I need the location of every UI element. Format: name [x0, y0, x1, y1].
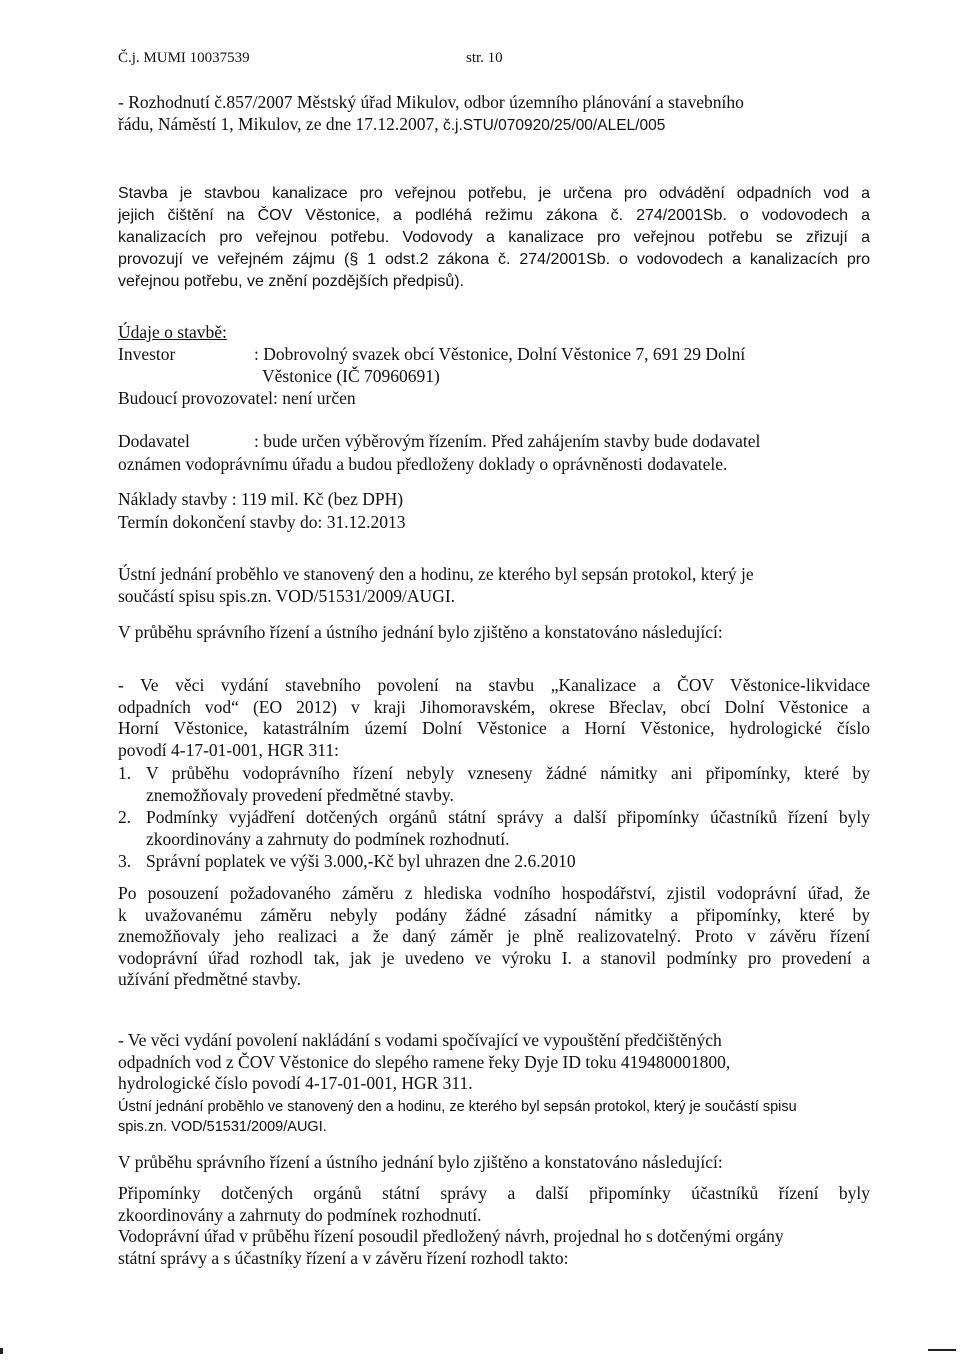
decision-reference-cj: č.j.STU/070920/25/00/ALEL/005 [443, 116, 666, 134]
paragraph-line: jejich čištění na ČOV Věstonice, a podléhá režimu zákona č. 274/2001Sb. o vodovodech a [118, 207, 870, 224]
investor-value: : Dobrovolný svazek obcí Věstonice, Dolní Věstonice 7, 691 29 Dolní [254, 344, 746, 364]
paragraph-line: veřejnou potřebu, ve znění pozdějších předpisů). [118, 273, 464, 290]
building-permit-paragraph [118, 675, 870, 761]
paragraph-line: - Ve věci vydání povolení nakládání s vodami spočívající ve vypouštění předčištěných [118, 1030, 722, 1050]
dodavatel-line: oznámen vodoprávnímu úřadu a budou předloženy doklady o oprávněnosti dodavatele. [118, 454, 728, 474]
authority-paragraph [118, 1226, 870, 1269]
assessment-paragraph [118, 883, 870, 991]
paragraph-line: k uvažovanému záměru nebyly podány žádné zásadní námitky a připomínky, které by [118, 904, 870, 925]
hearing-paragraph-2 [118, 1097, 870, 1137]
comments-paragraph [118, 1183, 870, 1226]
decision-reference-text: řádu, Náměstí 1, Mikulov, ze dne 17.12.2007, [118, 113, 443, 134]
water-permit-paragraph [118, 1030, 870, 1095]
list-text: Podmínky vyjádření dotčených orgánů státní správy a další připomínky účastníků řízení byly zkoordinovány a zahrnuty do podmínek rozhodnutí. [146, 807, 870, 849]
paragraph-line: Po posouzení požadovaného záměru z hlediska vodního hospodářství, zjistil vodoprávní úřad, že [118, 883, 870, 903]
paragraph-line: Stavba je stavbou kanalizace pro veřejnou potřebu, je určena pro odvádění odpadních vod a [118, 185, 870, 202]
paragraph-line: spis.zn. VOD/51531/2009/AUGI. [118, 1119, 327, 1135]
paragraph-line: - Ve věci vydání stavebního povolení na stavbu „Kanalizace a ČOV Věstonice-likvidace [118, 675, 870, 695]
findings-list [118, 763, 870, 874]
decision-reference-line: - Rozhodnutí č.857/2007 Městský úřad Mikulov, odbor územního plánování a stavebního [118, 92, 744, 112]
paragraph-line: státní správy a s účastníky řízení a v závěru řízení rozhodl takto: [118, 1247, 569, 1268]
paragraph-line: Vodoprávní úřad v průběhu řízení posoudil předložený návrh, projednal ho s dotčenými orgány [118, 1226, 784, 1246]
list-number: 1. [118, 763, 132, 783]
list-item [118, 807, 870, 850]
paragraph-line: odpadních vod z ČOV Věstonice do slepého ramene řeky Dyje ID toku 419480001800, [118, 1051, 731, 1072]
findings-intro: V průběhu správního řízení a ústního jednání bylo zjištěno a konstatováno následující: [118, 622, 723, 642]
decision-reference [118, 92, 870, 136]
investor-value: Věstonice (IČ 70960691) [262, 366, 440, 386]
scan-artifact [928, 1349, 956, 1351]
findings-intro-2: V průběhu správního řízení a ústního jednání bylo zjištěno a konstatováno následující: [118, 1152, 723, 1172]
section-heading: Údaje o stavbě: [118, 322, 227, 342]
list-number: 2. [118, 807, 132, 827]
stavba-paragraph [118, 183, 870, 293]
list-item [118, 851, 870, 873]
paragraph-line: povodí 4-17-01-001, HGR 311: [118, 739, 340, 760]
paragraph-line: zkoordinovány a zahrnuty do podmínek rozhodnutí. [118, 1204, 482, 1225]
hearing-paragraph [118, 564, 870, 607]
paragraph-line: Připomínky dotčených orgánů státní správy a další připomínky účastníků řízení byly [118, 1183, 870, 1203]
investor-label: Investor [118, 344, 176, 364]
list-text: V průběhu vodoprávního řízení nebyly vzneseny žádné námitky ani připomínky, které by znemožňovaly provedení předmětné stavby. [146, 763, 870, 805]
paragraph-line: Horní Věstonice, katastrálním území Dolní Věstonice a Horní Věstonice, hydrologické číslo [118, 718, 870, 738]
paragraph-line: odpadních vod“ (EO 2012) v kraji Jihomoravském, okrese Břeclav, obcí Dolní Věstonice a [118, 696, 870, 717]
paragraph-line: součástí spisu spis.zn. VOD/51531/2009/AUGI. [118, 585, 456, 606]
paragraph-line: Ústní jednání proběhlo ve stanovený den a hodinu, ze kterého byl sepsán protokol, který je [118, 564, 754, 584]
paragraph-line: kanalizacích pro veřejnou potřebu. Vodovody a kanalizace pro veřejnou potřebu se zřizují a [118, 229, 870, 246]
costs-line: Náklady stavby : 119 mil. Kč (bez DPH) [118, 489, 404, 509]
page-number: str. 10 [466, 50, 503, 66]
dodavatel-label: Dodavatel [118, 431, 190, 451]
reference-number: Č.j. MUMI 10037539 [118, 50, 250, 66]
list-item [118, 763, 870, 806]
paragraph-line: vodoprávní úřad rozhodl tak, jak je uvedeno ve výroku I. a stanovil podmínky pro provedení a [118, 947, 870, 968]
deadline-line: Termín dokončení stavby do: 31.12.2013 [118, 512, 406, 532]
paragraph-line: Ústní jednání proběhlo ve stanovený den a hodinu, ze kterého byl sepsán protokol, který je součástí spisu [118, 1099, 797, 1115]
paragraph-line: provozují ve veřejném zájmu (§ 1 odst.2 zákona č. 274/2001Sb. o vodovodech a kanalizacích pro [118, 251, 870, 268]
decision-reference-line [118, 114, 870, 137]
dodavatel-value: : bude určen výběrovým řízením. Před zahájením stavby bude dodavatel [254, 431, 761, 451]
list-text: Správní poplatek ve výši 3.000,-Kč byl uhrazen dne 2.6.2010 [146, 851, 576, 871]
paragraph-line: užívání předmětné stavby. [118, 969, 302, 989]
operator-line: Budoucí provozovatel: není určen [118, 388, 356, 408]
paragraph-line: znemožňovaly jeho realizaci a že daný záměr je plně realizovatelný. Proto v závěru řízení [118, 926, 870, 946]
scan-artifact [0, 1348, 3, 1354]
paragraph-line: hydrologické číslo povodí 4-17-01-001, HGR 311. [118, 1073, 473, 1093]
list-number: 3. [118, 851, 132, 871]
